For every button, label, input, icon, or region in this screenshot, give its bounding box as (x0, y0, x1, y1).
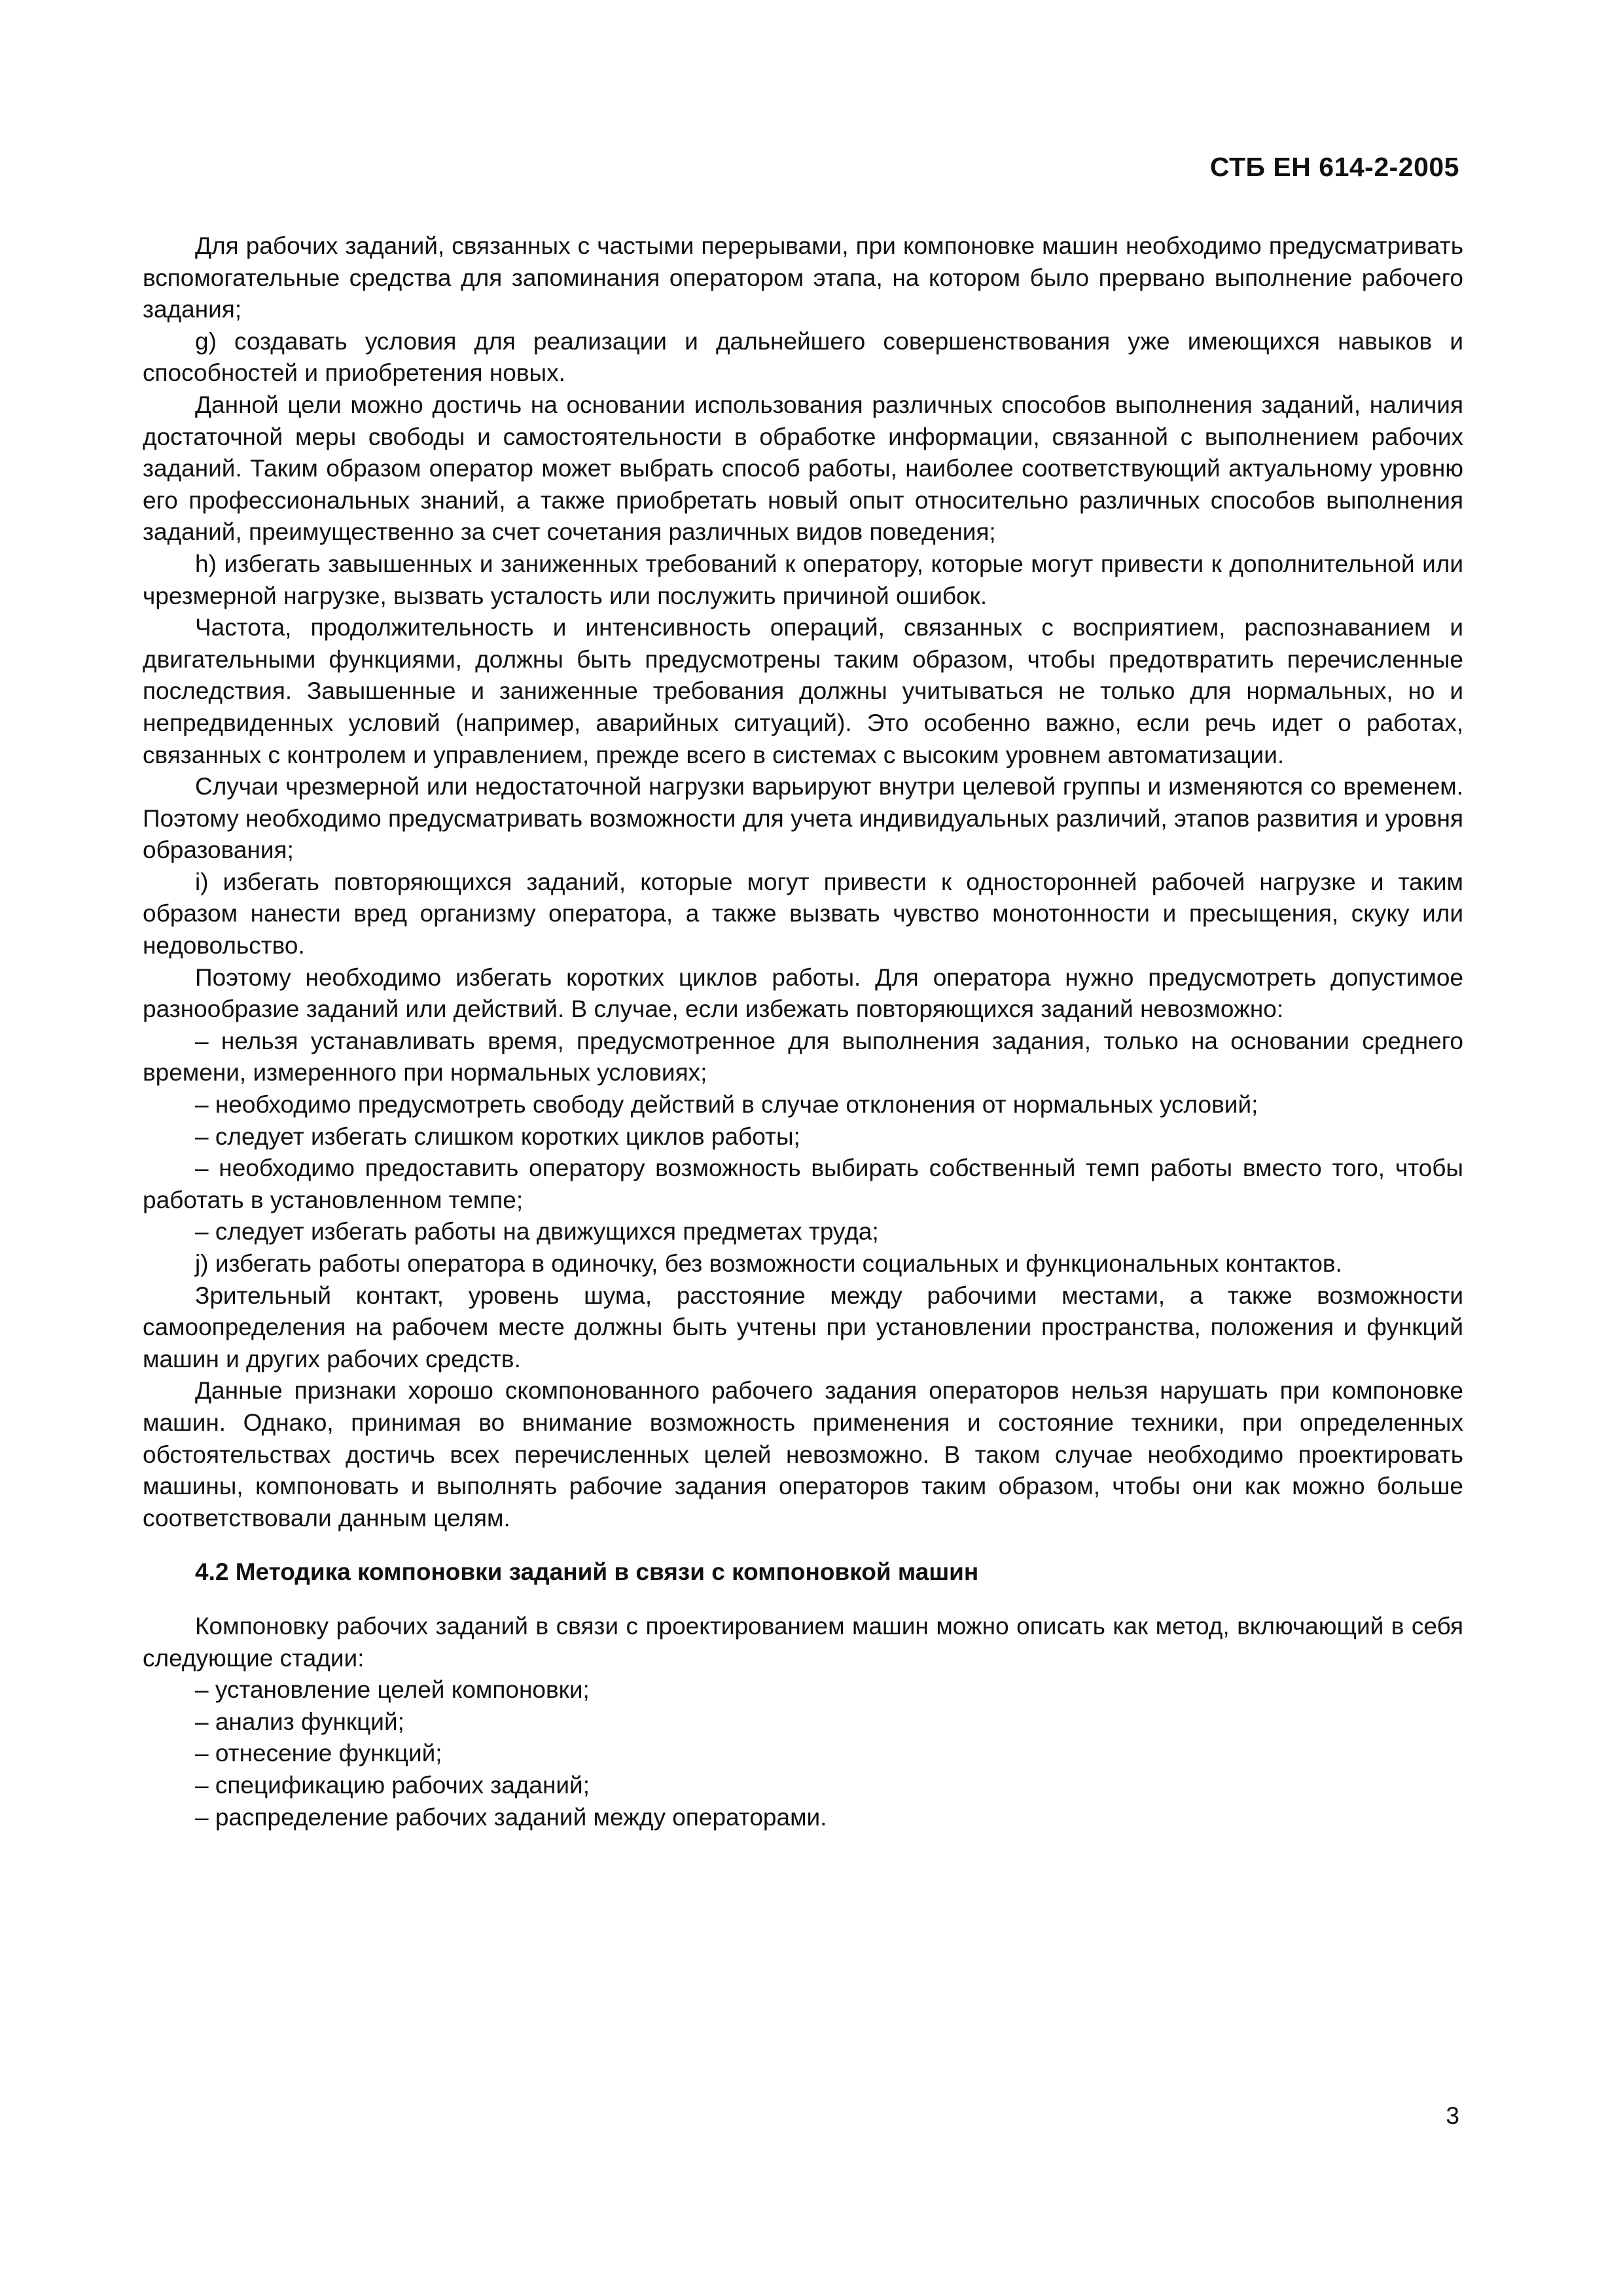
body-text (143, 230, 1463, 1833)
paragraph: h) избегать завышенных и заниженных требований к оператору, которые могут привести к дополнительной или чрезмерной нагрузке, вызвать усталость или послужить причиной ошибок. (143, 550, 1463, 609)
list-item: – необходимо предусмотреть свободу действий в случае отклонения от нормальных условий; (195, 1091, 1258, 1119)
stage-item: – спецификацию рабочих заданий; (195, 1771, 590, 1799)
paragraph: Данные признаки хорошо скомпонованного рабочего задания операторов нельзя нарушать при компоновке машин. Однако, принимая во внимание возможность применения и состояние техники, при определенных обстоятельствах достичь всех перечисленных целей невозможно. В таком случае необходимо проектировать машины, компоновать и выполнять рабочие задания операторов таким образом, чтобы они как можно больше соответствовали данным целям. (143, 1377, 1463, 1532)
stage-item: – анализ функций; (195, 1708, 404, 1735)
paragraph: i) избегать повторяющихся заданий, которые могут привести к односторонней рабочей нагрузке и таким образом нанести вред организму оператора, а также вызвать чувство монотонности и пресыщения, скуку или недовольство. (143, 868, 1463, 960)
list-item: – нельзя устанавливать время, предусмотренное для выполнения задания, только на основании среднего времени, измеренного при нормальных условиях; (143, 1027, 1463, 1086)
section-intro: Компоновку рабочих заданий в связи с проектированием машин можно описать как метод, включающий в себя следующие стадии: (143, 1612, 1463, 1672)
paragraph: g) создавать условия для реализации и дальнейшего совершенствования уже имеющихся навыков и способностей и приобретения новых. (143, 327, 1463, 387)
paragraph: Случаи чрезмерной или недостаточной нагрузки варьируют внутри целевой группы и изменяются со временем. Поэтому необходимо предусматривать возможности для учета индивидуальных различий, этапов развития и уровня образования; (143, 773, 1463, 864)
document-code: СТБ ЕН 614-2-2005 (1209, 152, 1459, 182)
stage-item: – установление целей компоновки; (195, 1676, 590, 1704)
paragraph: Поэтому необходимо избегать коротких циклов работы. Для оператора нужно предусмотреть допустимое разнообразие заданий или действий. В случае, если избежать повторяющихся заданий невозможно: (143, 963, 1463, 1023)
section-heading: 4.2 Методика компоновки заданий в связи с компоновкой машин (195, 1558, 979, 1586)
list-item: – необходимо предоставить оператору возможность выбирать собственный темп работы вместо того, чтобы работать в установленном темпе; (143, 1155, 1463, 1213)
paragraph: Зрительный контакт, уровень шума, расстояние между рабочими местами, а также возможности самоопределения на рабочем месте должны быть учтены при установлении пространства, положения и функций машин и других рабочих средств. (143, 1282, 1463, 1372)
stage-item: – распределение рабочих заданий между операторами. (195, 1803, 827, 1831)
paragraph: Для рабочих заданий, связанных с частыми перерывами, при компоновке машин необходимо предусматривать вспомогательные средства для запоминания оператором этапа, на котором было прервано выполнение рабочего задания; (143, 232, 1463, 323)
list-item: – следует избегать слишком коротких циклов работы; (195, 1122, 800, 1150)
paragraph: j) избегать работы оператора в одиночку, без возможности социальных и функциональных контактов. (195, 1250, 1342, 1277)
list-item: – следует избегать работы на движущихся предметах труда; (195, 1218, 879, 1246)
stage-item: – отнесение функций; (195, 1740, 442, 1767)
page-number: 3 (1446, 2102, 1459, 2129)
paragraph: Данной цели можно достичь на основании использования различных способов выполнения заданий, наличия достаточной меры свободы и самостоятельности в обработке информации, связанной с выполнением рабочих заданий. Таким образом оператор может выбрать способ работы, наиболее соответствующий актуальному уровню его профессиональных знаний, а также приобретать новый опыт относительно различных способов выполнения заданий, преимущественно за счет сочетания различных видов поведения; (143, 391, 1463, 546)
paragraph: Частота, продолжительность и интенсивность операций, связанных с восприятием, распознаванием и двигательными функциями, должны быть предусмотрены таким образом, чтобы предотвратить перечисленные последствия. Завышенные и заниженные требования должны учитываться не только для нормальных, но и непредвиденных условий (например, аварийных ситуаций). Это особенно важно, если речь идет о работах, связанных с контролем и управлением, прежде всего в системах с высоким уровнем автоматизации. (143, 614, 1463, 768)
